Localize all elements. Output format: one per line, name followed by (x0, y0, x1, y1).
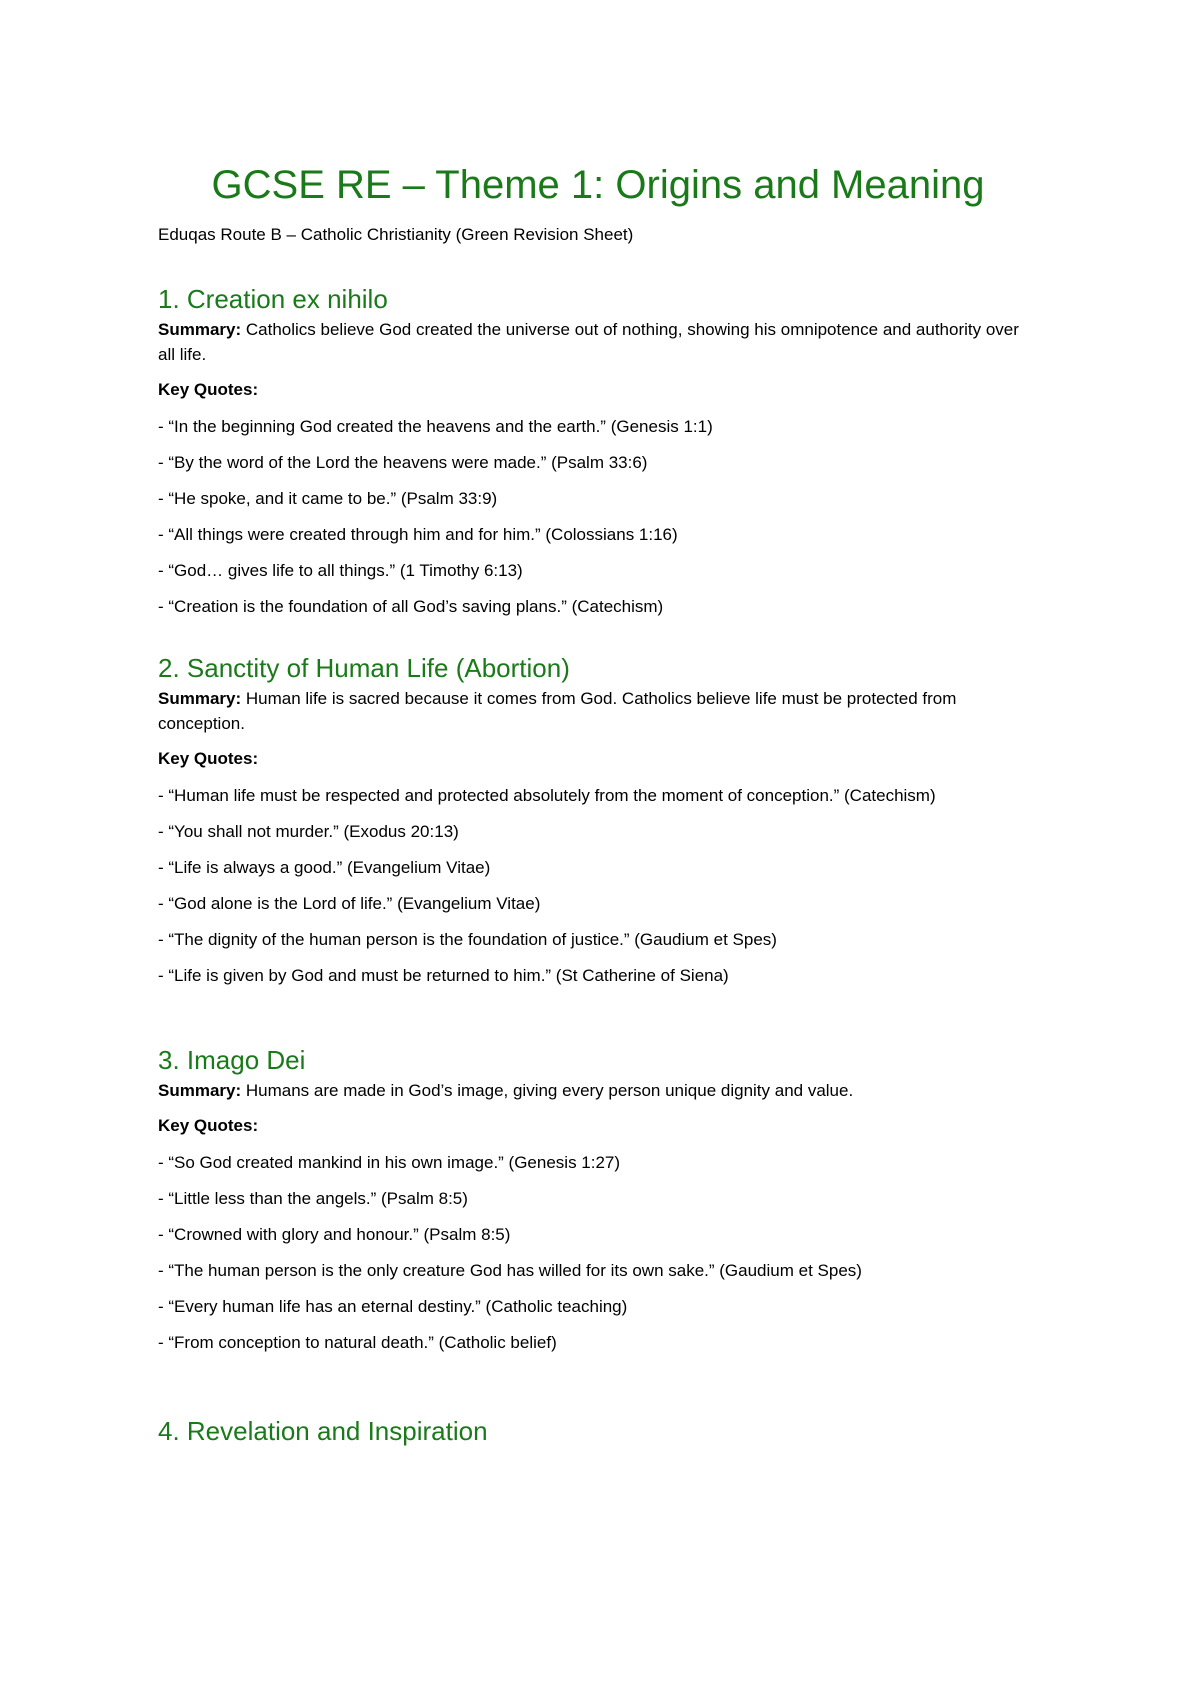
quote-item: - “Human life must be respected and protected absolutely from the moment of conception.” (Catechism) (158, 786, 936, 805)
key-quotes-label: Key Quotes: (158, 380, 259, 399)
quote-item: - “Creation is the foundation of all God’s saving plans.” (Catechism) (158, 597, 664, 616)
section-imago-dei (158, 1044, 1038, 1366)
quote-item: - “Crowned with glory and honour.” (Psalm 8:5) (158, 1225, 511, 1244)
section-heading: 3. Imago Dei (158, 1045, 306, 1075)
quote-item: - “The human person is the only creature God has willed for its own sake.” (Gaudium et Spes) (158, 1261, 862, 1280)
quote-item: - “You shall not murder.” (Exodus 20:13) (158, 822, 459, 841)
quote-item: - “So God created mankind in his own image.” (Genesis 1:27) (158, 1153, 621, 1172)
summary-text: Humans are made in God’s image, giving every person unique dignity and value. (245, 1081, 854, 1100)
section-summary (158, 1078, 1038, 1103)
summary-text: Human life is sacred because it comes from God. Catholics believe life must be protected from conception. (158, 689, 957, 733)
section-heading: 2. Sanctity of Human Life (Abortion) (158, 653, 570, 683)
quote-item: - “God alone is the Lord of life.” (Evangelium Vitae) (158, 894, 541, 913)
page-subtitle: Eduqas Route B – Catholic Christianity (Green Revision Sheet) (158, 225, 634, 244)
section-revelation (158, 1415, 1038, 1449)
quote-item: - “The dignity of the human person is the foundation of justice.” (Gaudium et Spes) (158, 930, 777, 949)
quote-item: - “Life is always a good.” (Evangelium Vitae) (158, 858, 491, 877)
page-title: GCSE RE – Theme 1: Origins and Meaning (211, 163, 985, 207)
quote-item: - “Every human life has an eternal destiny.” (Catholic teaching) (158, 1297, 628, 1316)
section-heading: 4. Revelation and Inspiration (158, 1416, 488, 1446)
summary-label: Summary: (158, 689, 242, 708)
quote-item: - “Little less than the angels.” (Psalm 8:5) (158, 1189, 468, 1208)
quote-item: - “All things were created through him and for him.” (Colossians 1:16) (158, 525, 678, 544)
key-quotes-label: Key Quotes: (158, 1116, 259, 1135)
section-summary (158, 686, 1038, 736)
summary-text: Catholics believe God created the universe out of nothing, showing his omnipotence and authority over all life. (158, 320, 1019, 364)
summary-label: Summary: (158, 320, 242, 339)
quote-item: - “By the word of the Lord the heavens were made.” (Psalm 33:6) (158, 453, 648, 472)
summary-label: Summary: (158, 1081, 242, 1100)
section-sanctity-of-life (158, 652, 1038, 999)
section-heading: 1. Creation ex nihilo (158, 284, 388, 314)
section-creation (158, 283, 1038, 630)
quote-item: - “In the beginning God created the heavens and the earth.” (Genesis 1:1) (158, 417, 713, 436)
section-summary (158, 317, 1038, 367)
key-quotes-label: Key Quotes: (158, 749, 259, 768)
quote-item: - “God… gives life to all things.” (1 Timothy 6:13) (158, 561, 523, 580)
quote-item: - “From conception to natural death.” (Catholic belief) (158, 1333, 557, 1352)
quote-item: - “He spoke, and it came to be.” (Psalm 33:9) (158, 489, 498, 508)
quote-item: - “Life is given by God and must be returned to him.” (St Catherine of Siena) (158, 966, 729, 985)
